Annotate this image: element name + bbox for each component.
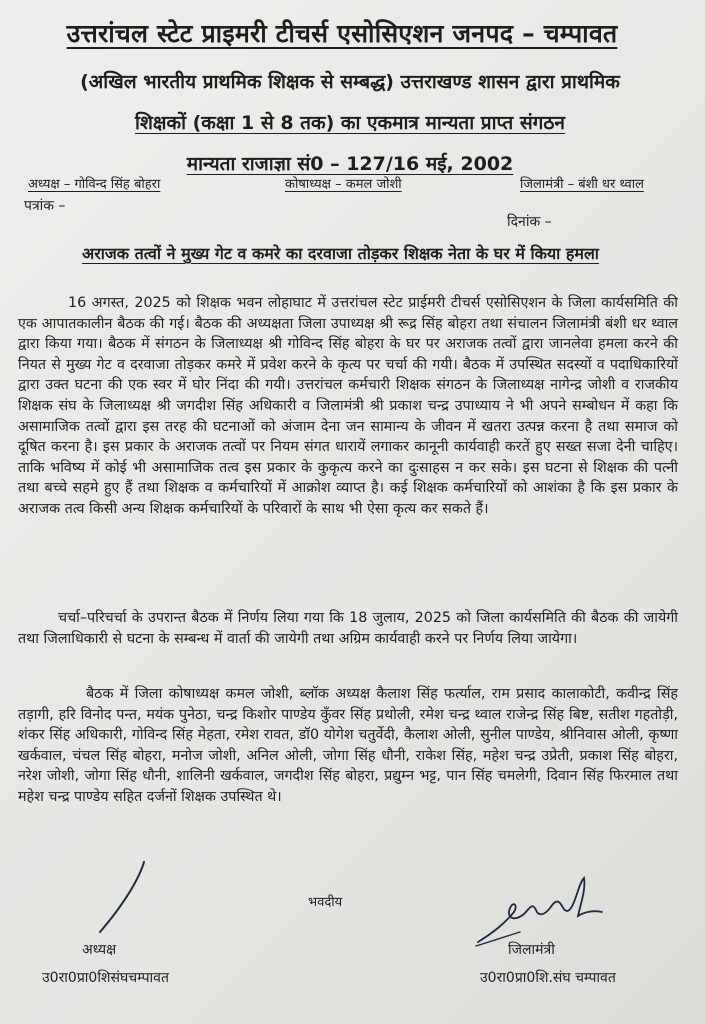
letter-number-label: पत्रांक – (24, 198, 66, 214)
date-label: दिनांक – (507, 214, 552, 230)
recognition-line: शिक्षकों (कक्षा 1 से 8 तक) का एकमात्र मान्यता प्राप्त संगठन (135, 112, 565, 134)
body-paragraph-meeting: 16 अगस्त, 2025 को शिक्षक भवन लोहाघाट में उत्तरांचल स्टेट प्राईमरी टीचर्स एसोसिएशन के जिला कार्यसमिति की एक आपातकालीन बैठक की गई। बैठक की अध्यक्षता जिला उपाध्यक्ष श्री रूद्र सिंह बोहरा तथा संचालन जिलामंत्री बंशी धर थ्वाल द्वारा किया गया। बैठक में संगठन के जिलाध्यक्ष श्री गोविन्द सिंह बोहरा के घर पर अराजक तत्वों द्वारा जानलेवा हमला करने की नियत से मुख्य गेट व दरवाजा तोड़कर कमरे में प्रवेश करने के कृत्य पर चर्चा की गयी। बैठक में उपस्थित सदस्यों व पदाधिकारियों द्वारा उक्त घटना की एक स्वर में घोर निंदा की गयी। उत्तरांचल कर्मचारी शिक्षक संगठन के जिलाध्यक्ष नागेन्द्र जोशी व राजकीय शिक्षक संघ के जिलाध्यक्ष श्री जगदीश सिंह अधिकारी व जिलामंत्री श्री प्रकाश चन्द्र उपाध्याय ने भी अपने सम्बोधन में कहा कि असामाजिक तत्वों द्वारा इस तरह की घटनाओं को अंजाम देना जन सामान्य के जीवन में खतरा उत्पन्न करना है तथा समाज को दूषित करना है। इस प्रकार के अराजक तत्वों पर नियम संगत धारायें लगाकर कानूनी कार्यवाही करतें हुए सख्त सजा देनी चाहिए। ताकि भविष्य में कोई भी असामाजिक तत्व इस प्रकार के कुकृत्य करने का दुःसाहस न कर सके। इस घटना से शिक्षक की पत्नी तथा बच्चे सहमे हुए हैं तथा शिक्षक व कर्मचारियों में आक्रोश व्याप्त है। कई शिक्षक कर्मचारियों को आशंका है कि इस प्रकार के अराजक तत्व किसी अन्य शिक्षक कर्मचारियों के परिवारों के साथ भी ऐसा कृत्य कर सकते हैं। (18, 295, 678, 517)
recognition-order: मान्यता राजाज्ञा सं0 – 127/16 मई, 2002 (186, 153, 514, 175)
president-signature (96, 858, 156, 938)
body-paragraph-decision: चर्चा–परिचर्चा के उपरान्त बैठक में निर्णय लिया गया कि 18 जुलाय, 2025 को जिला कार्यसमिति की बैठक की जायेगी तथा जिलाधिकारी से घटना के सम्बन्ध में वार्ता की जायेगी तथा अग्रिम कार्यवाही करने पर निर्णय लिया जायेगा। (18, 610, 678, 647)
closing-salutation: भवदीय (308, 895, 343, 910)
president-org-label: उ0रा0प्रा0शिसंघचम्पावत (42, 970, 169, 986)
secretary-role-label: जिलामंत्री (508, 942, 555, 958)
president-name: अध्यक्ष – गोविन्द सिंह बोहरा (28, 177, 161, 192)
secretary-org-label: उ0रा0प्रा0शि.संघ चम्पावत (480, 970, 616, 986)
association-title: उत्तरांचल स्टेट प्राइमरी टीचर्स एसोसिएशन जनपद – चम्पावत (66, 19, 618, 48)
news-headline: अराजक तत्वों ने मुख्य गेट व कमरे का दरवाजा तोड़कर शिक्षक नेता के घर में किया हमला (82, 244, 599, 263)
president-role-label: अध्यक्ष (82, 942, 117, 958)
district-secretary-name: जिलामंत्री – बंशी धर थ्वाल (520, 177, 644, 192)
affiliation-line: (अखिल भारतीय प्राथमिक शिक्षक से सम्बद्ध) उत्तराखण्ड शासन द्वारा प्राथमिक (80, 71, 620, 93)
treasurer-name: कोषाध्यक्ष – कमल जोशी (285, 177, 402, 192)
body-paragraph-attendees: बैठक में जिला कोषाध्यक्ष कमल जोशी, ब्लॉक अध्यक्ष कैलाश सिंह फर्त्याल, राम प्रसाद कालाकोटी, कवीन्द्र सिंह तड़ागी, हरि विनोद पन्त, मयंक पुनेठा, चन्द्र किशोर पाण्डेय कुँवर सिंह प्रथोली, रमेश चन्द्र थ्वाल राजेन्द्र सिंह बिष्ट, सतीश गहतोड़ी, शंकर सिंह अधिकारी, गोविन्द सिंह मेहता, रमेश रावत, डॉ0 योगेश चतुर्वेदी, कैलाश ओली, सुनील पाण्डेय, श्रीनिवास ओली, कृष्णा खर्कवाल, चंचल सिंह बोहरा, मनोज जोशी, अनिल ओली, जोगा सिंह धौनी, राकेश सिंह, महेश चन्द्र उप्रेती, प्रकाश सिंह बोहरा, नरेश जोशी, जोगा सिंह धौनी, शालिनी खर्कवाल, जगदीश सिंह बोहरा, प्रद्युम्न भट्ट, पान सिंह चमलेगी, दिवान सिंह फिरमाल तथा महेश चन्द्र पाण्डेय सहित दर्जनों शिक्षक उपस्थित थे। (18, 686, 678, 805)
